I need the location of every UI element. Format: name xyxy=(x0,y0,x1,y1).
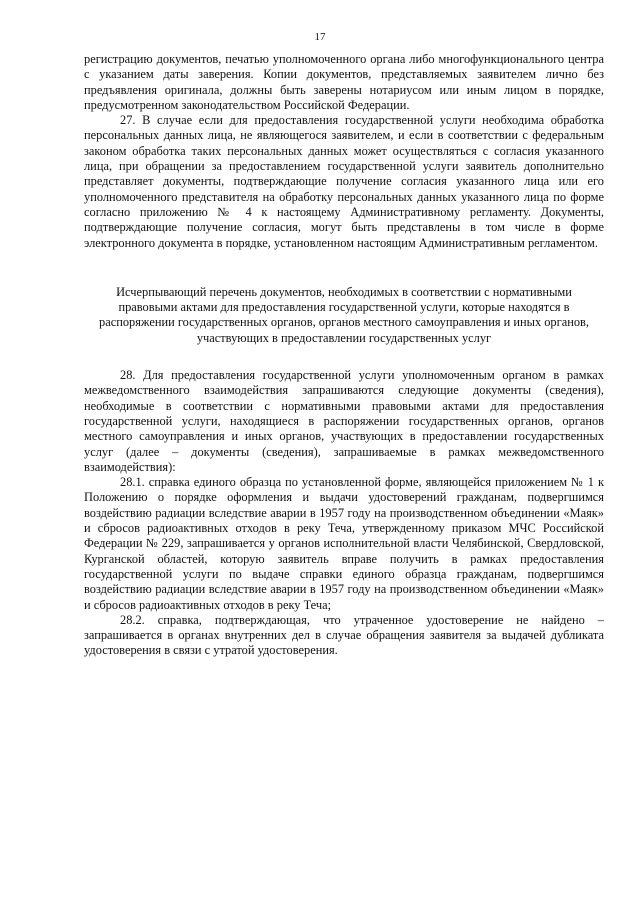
paragraph-28-2: 28.2. справка, подтверждающая, что утраченное удостоверение не найдено – запрашивается в органах внутренних дел в случае обращения заявителя за выдачей дубликата удостоверения в связи с утратой удостоверения. xyxy=(84,612,604,658)
section-heading: Исчерпывающий перечень документов, необходимых в соответствии с нормативными правовыми актами для предоставления государственной услуги, которые находятся в распоряжении государственных органов, органов местного самоуправления и иных органов, участвующих в предоставлении государственных услуг xyxy=(99,284,589,345)
paragraph-28: 28. Для предоставления государственной услуги уполномоченным органом в рамках межведомственного взаимодействия запрашиваются следующие документы (сведения), необходимые в соответствии с нормативными правовыми актами для предоставления государственной услуги, находящиеся в распоряжении государственных органов, органов местного самоуправления и иных органов, участвующих в предоставлении государственных услуг (далее – документы (сведения), запрашиваемые в рамках межведомственного взаимодействия): xyxy=(84,368,604,474)
paragraph-28-1: 28.1. справка единого образца по установленной форме, являющейся приложением № 1 к Положению о порядке оформления и выдачи удостоверений гражданам, подвергшимся воздействию радиации вследствие аварии в 1957 году на производственном объединении «Маяк» и сбросов радиоактивных отходов в реку Теча, утвержденному приказом МЧС Российской Федерации № 229, запрашивается у органов исполнительной власти Челябинской, Свердловской, Курганской областей, которую заявитель вправе получить в рамках предоставления государственной услуги по выдаче справки единого образца гражданам, подвергшимся воздействию радиации вследствие аварии в 1957 году на производственном объединении «Маяк» и сбросов радиоактивных отходов в реку Теча; xyxy=(84,475,604,612)
paragraph-continuation: регистрацию документов, печатью уполномоченного органа либо многофункционального центра с указанием даты заверения. Копии документов, представляемых заявителем лично без предъявления оригинала, должны быть заверены нотариусом или иным лицом в порядке, предусмотренном законодательством Российской Федерации. xyxy=(84,52,604,112)
paragraph-27: 27. В случае если для предоставления государственной услуги необходима обработка персональных данных лица, не являющегося заявителем, и если в соответствии с федеральным законом обработка таких персональных данных может осуществляться с согласия указанного лица, при обращении за предоставлением государственной услуги заявитель дополнительно представляет документы, подтверждающие получение согласия указанного лица или его уполномоченного представителя на обработку персональных данных указанного лица по форме согласно приложению № 4 к настоящему Административному регламенту. Документы, подтверждающие получение согласия, могут быть представлены в том числе в форме электронного документа в порядке, установленном настоящим Административным регламентом. xyxy=(84,113,604,250)
page-number: 17 xyxy=(314,31,326,43)
document-body xyxy=(84,52,604,659)
